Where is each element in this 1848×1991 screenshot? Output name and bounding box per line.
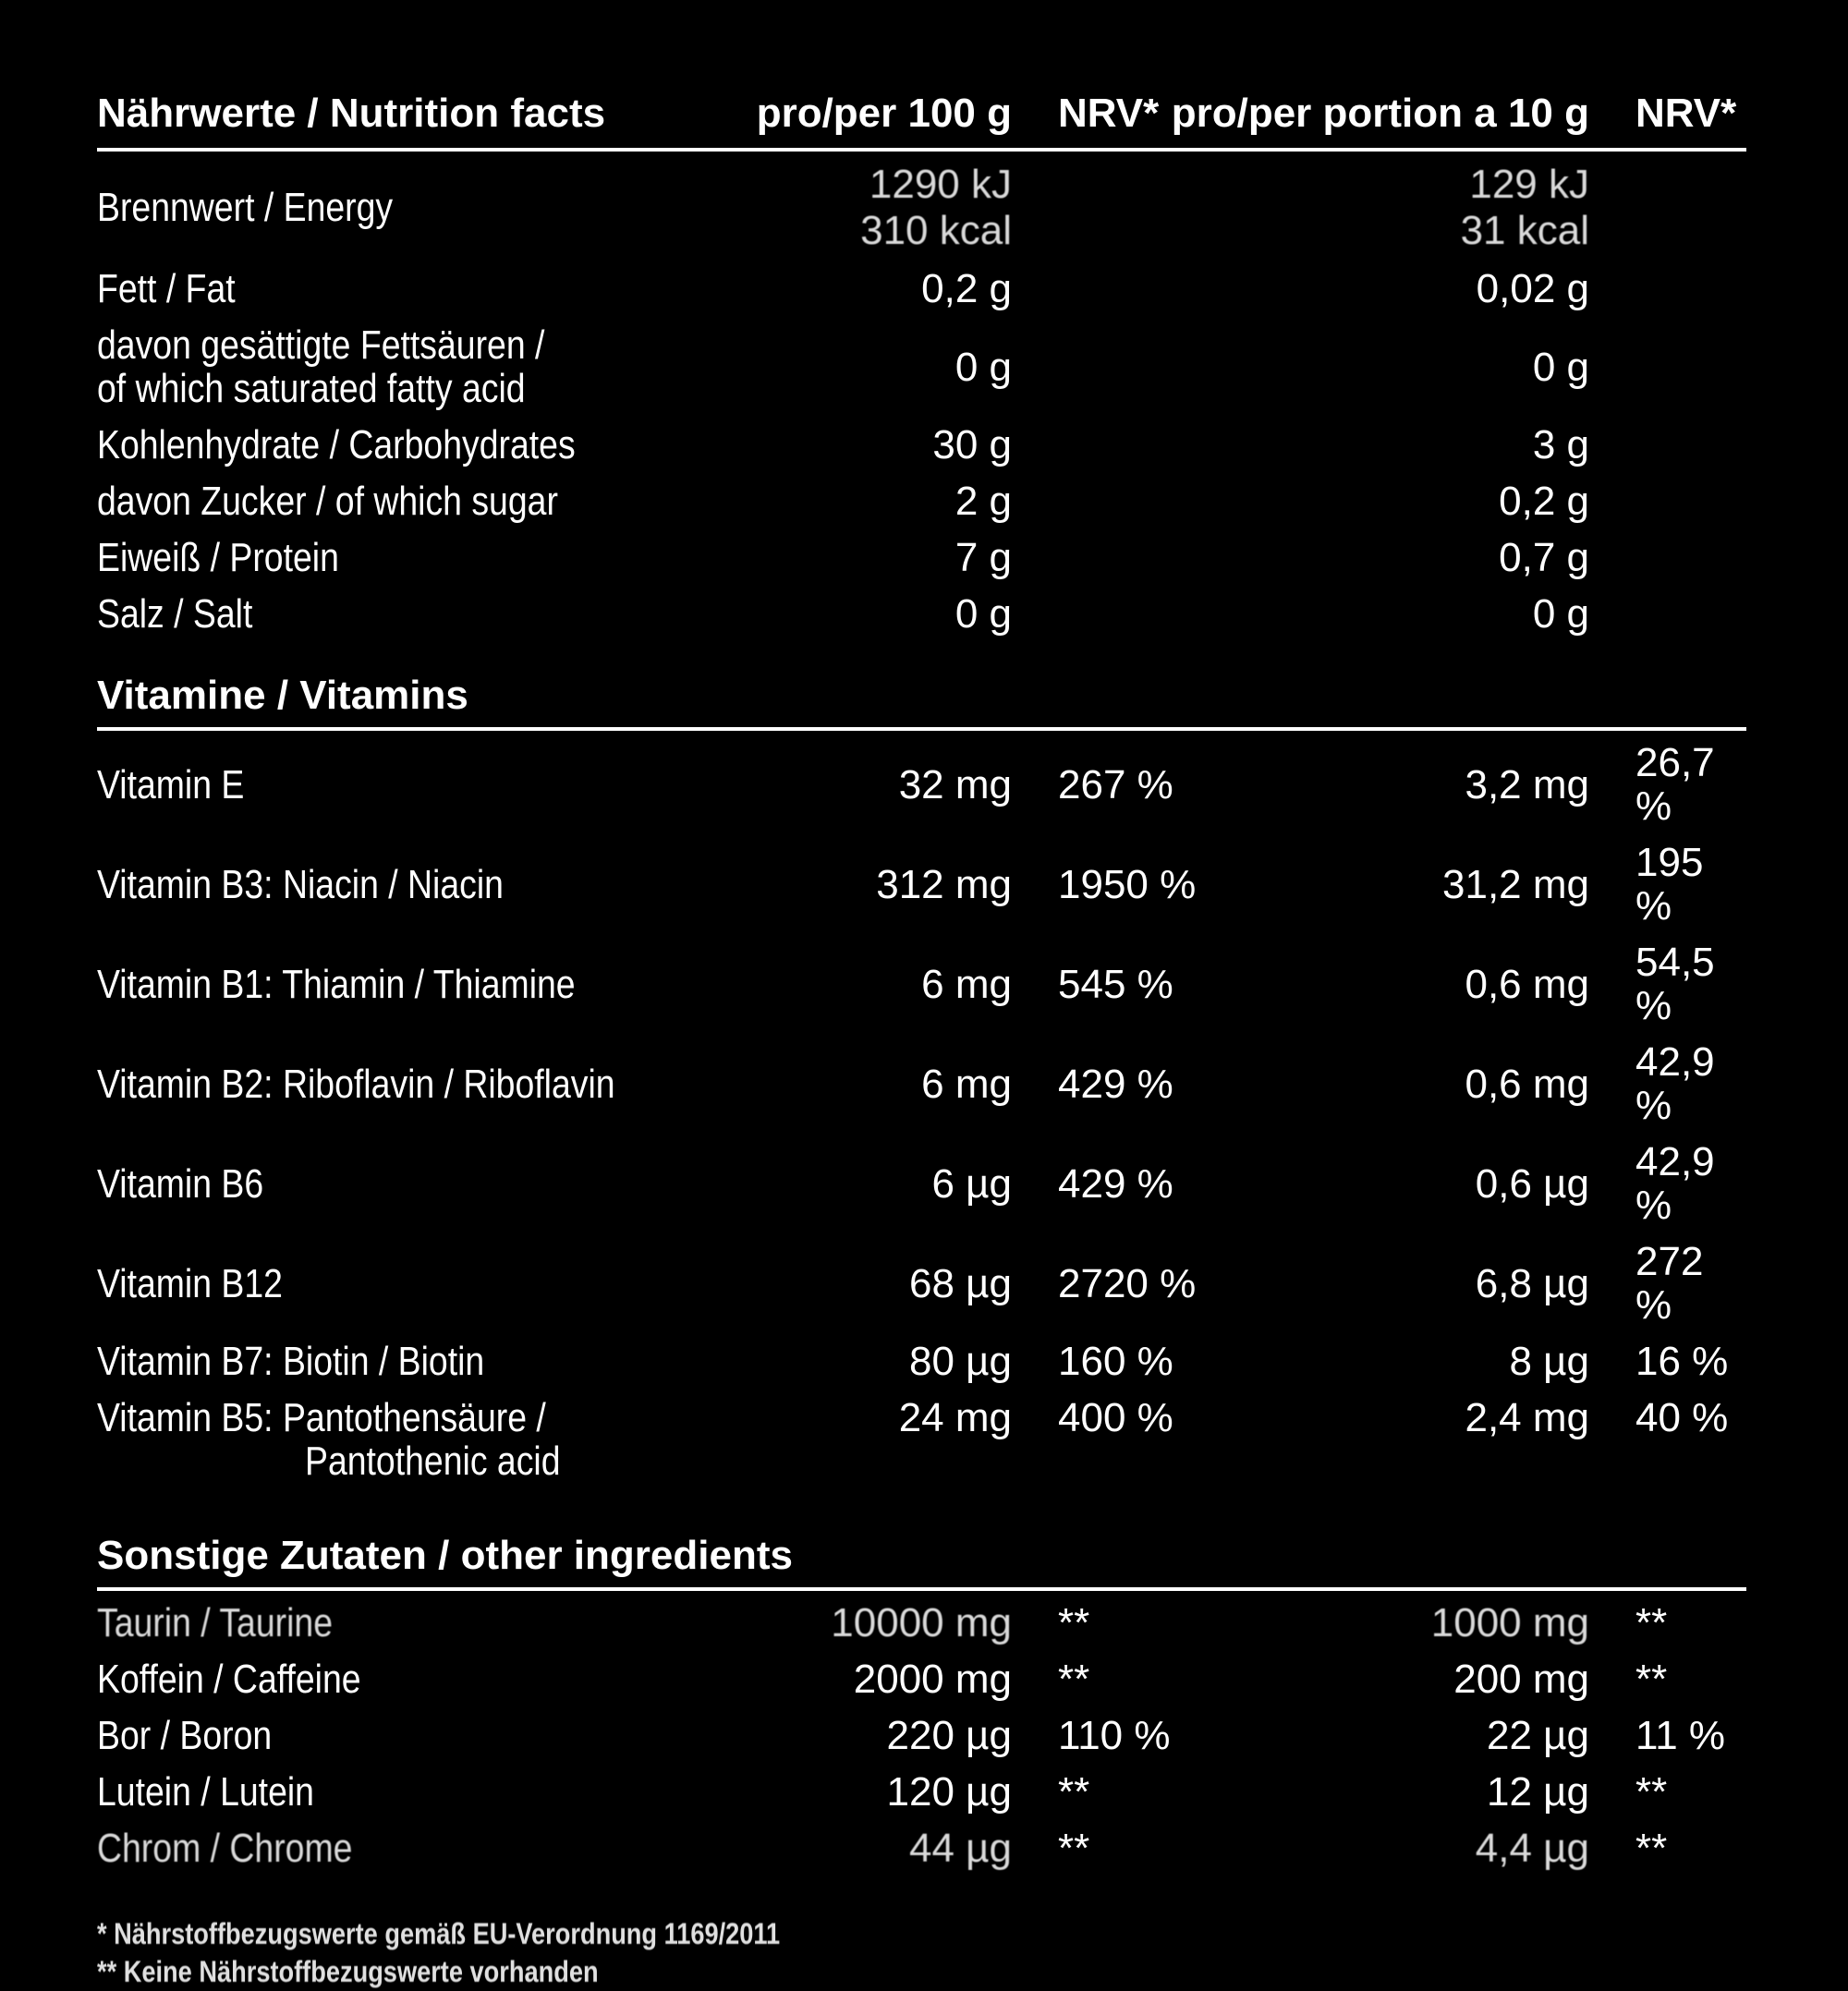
- row-per-portion-nrv: 11 %: [1635, 1713, 1726, 1758]
- row-per-100g-nrv: [1012, 444, 1284, 445]
- row-label: Kohlenhydrate / Carbohydrates: [97, 422, 576, 467]
- row-per-100g-nrv: [1012, 501, 1284, 502]
- row-per-100g-value: 30 g: [932, 422, 1012, 467]
- row-per-100g-value: 7 g: [954, 535, 1012, 580]
- row-label: Fett / Fat: [97, 266, 236, 311]
- row-per-100g-value: 2 g: [954, 479, 1012, 524]
- nutrition-rows: [97, 155, 1746, 642]
- row-per-100g-value: 10000 mg: [831, 1600, 1012, 1645]
- row-per-portion-value: 0,6 mg: [1465, 961, 1589, 1007]
- table-row: [97, 1390, 1746, 1489]
- table-row: [97, 155, 1746, 261]
- table-row: [97, 473, 1746, 529]
- table-row: [97, 1820, 1746, 1876]
- table-header-row: [97, 91, 1746, 148]
- row-per-portion-nrv: **: [1635, 1657, 1668, 1702]
- row-per-100g-value: 80 µg: [909, 1339, 1012, 1384]
- row-per-portion-value: 0,6 mg: [1465, 1061, 1589, 1107]
- row-per-portion-nrv: 54,5 %: [1635, 940, 1715, 1028]
- row-per-portion-nrv: 42,9 %: [1635, 1039, 1715, 1128]
- row-per-portion-nrv: [1589, 208, 1746, 209]
- table-row: [97, 1333, 1746, 1390]
- row-per-100g-nrv: **: [1058, 1657, 1090, 1702]
- row-per-portion-value: 0,6 µg: [1475, 1160, 1589, 1207]
- row-per-portion-nrv: [1589, 613, 1746, 614]
- table-row: [97, 417, 1746, 473]
- row-per-100g-nrv: 545 %: [1058, 961, 1173, 1007]
- row-per-portion-nrv: 195 %: [1635, 840, 1704, 929]
- row-label: Taurin / Taurine: [97, 1600, 334, 1645]
- other-ingredients-section: [97, 1534, 1746, 1876]
- row-per-100g-nrv: **: [1058, 1769, 1090, 1815]
- row-per-portion-nrv: 42,9 %: [1635, 1139, 1715, 1228]
- row-per-100g-value: 312 mg: [876, 861, 1012, 907]
- table-row: [97, 834, 1746, 934]
- row-per-100g-nrv: 2720 %: [1058, 1260, 1197, 1306]
- row-per-100g-nrv: [1012, 288, 1284, 289]
- row-per-100g-value: 6 µg: [931, 1160, 1012, 1207]
- row-per-100g-value: 44 µg: [909, 1826, 1012, 1871]
- row-label: davon Zucker / of which sugar: [97, 479, 558, 524]
- table-row: [97, 586, 1746, 642]
- row-per-portion-value: 3,2 mg: [1465, 761, 1589, 807]
- row-per-portion-value: 12 µg: [1487, 1769, 1589, 1815]
- row-label: davon gesättigte Fettsäuren / of which saturated fatty acid: [97, 322, 545, 411]
- row-per-portion-nrv: [1589, 367, 1746, 368]
- row-per-portion-nrv: **: [1635, 1826, 1668, 1871]
- row-label: Vitamin B2: Riboflavin / Riboflavin: [97, 1061, 615, 1107]
- header-per-100g: pro/per 100 g: [756, 91, 1012, 136]
- row-per-portion-value: 4,4 µg: [1475, 1826, 1589, 1871]
- other-ingredients-divider-line: [97, 1587, 1746, 1591]
- row-per-portion-value: 0,7 g: [1499, 535, 1589, 580]
- row-label: Chrom / Chrome: [97, 1826, 353, 1871]
- row-per-portion-nrv: [1589, 501, 1746, 502]
- footnote-no-nrv: ** Keine Nährstoffbezugswerte vorhanden: [97, 1955, 599, 1988]
- row-per-100g-nrv: [1012, 557, 1284, 558]
- row-per-100g-value: 6 mg: [921, 961, 1012, 1007]
- row-per-100g-nrv: **: [1058, 1826, 1090, 1871]
- row-label: Vitamin B6: [97, 1160, 264, 1207]
- header-nutrients-label: Nährwerte / Nutrition facts: [97, 91, 606, 136]
- table-row: [97, 1651, 1746, 1707]
- row-per-portion-value: 200 mg: [1453, 1657, 1589, 1702]
- table-row: [97, 317, 1746, 417]
- row-per-100g-value: 2000 mg: [853, 1657, 1012, 1702]
- row-label: Koffein / Caffeine: [97, 1657, 361, 1702]
- row-per-portion-value: 0,02 g: [1476, 266, 1589, 311]
- table-row: [97, 1707, 1746, 1764]
- row-per-100g-value: 6 mg: [921, 1061, 1012, 1107]
- row-per-portion-value: 2,4 mg: [1465, 1395, 1589, 1440]
- row-per-portion-value: 129 kJ 31 kcal: [1460, 162, 1589, 253]
- vitamins-rows: [97, 734, 1746, 1489]
- header-nrv-100g: NRV*: [1058, 91, 1160, 136]
- table-row: [97, 1134, 1746, 1233]
- row-label: Lutein / Lutein: [97, 1769, 314, 1815]
- nutrition-table: [97, 91, 1746, 1991]
- row-per-100g-nrv: 110 %: [1058, 1713, 1171, 1758]
- header-nrv-portion: NRV*: [1635, 91, 1737, 136]
- row-per-portion-value: 0 g: [1532, 344, 1589, 390]
- row-label: Salz / Salt: [97, 591, 253, 637]
- row-per-portion-nrv: [1589, 288, 1746, 289]
- row-per-100g-value: 1290 kJ 310 kcal: [860, 162, 1012, 253]
- row-per-100g-value: 120 µg: [886, 1769, 1012, 1815]
- row-per-portion-value: 31,2 mg: [1442, 861, 1589, 907]
- row-label: Bor / Boron: [97, 1713, 273, 1758]
- row-per-100g-value: 68 µg: [909, 1260, 1012, 1306]
- row-per-100g-nrv: [1012, 367, 1284, 368]
- row-per-portion-nrv: [1589, 444, 1746, 445]
- row-per-portion-value: 3 g: [1532, 422, 1589, 467]
- row-per-100g-nrv: 429 %: [1058, 1061, 1173, 1107]
- row-per-portion-nrv: 40 %: [1635, 1395, 1729, 1440]
- table-row: [97, 529, 1746, 586]
- row-per-portion-value: 1000 mg: [1430, 1600, 1589, 1645]
- row-per-portion-nrv: **: [1635, 1769, 1668, 1815]
- row-per-portion-value: 22 µg: [1487, 1713, 1589, 1758]
- row-per-100g-nrv: 1950 %: [1058, 861, 1197, 907]
- row-label: Vitamin B1: Thiamin / Thiamine: [97, 961, 576, 1007]
- header-per-portion: pro/per portion a 10 g: [1171, 91, 1589, 136]
- row-per-portion-nrv: 16 %: [1635, 1339, 1729, 1384]
- row-per-100g-nrv: [1012, 208, 1284, 209]
- row-per-portion-nrv: 272 %: [1635, 1239, 1704, 1328]
- row-per-100g-nrv: 267 %: [1058, 761, 1173, 807]
- vitamins-section: [97, 674, 1746, 1489]
- row-per-100g-nrv: 400 %: [1058, 1395, 1173, 1440]
- row-label: Vitamin E: [97, 761, 245, 807]
- footnote-nrv-reference: * Nährstoffbezugswerte gemäß EU-Verordnung 1169/2011: [97, 1917, 781, 1950]
- row-label: Vitamin B7: Biotin / Biotin: [97, 1339, 485, 1384]
- row-per-100g-value: 0,2 g: [921, 266, 1012, 311]
- row-per-portion-nrv: 26,7 %: [1635, 740, 1715, 829]
- table-row: [97, 734, 1746, 834]
- table-row: [97, 934, 1746, 1034]
- row-per-100g-nrv: 429 %: [1058, 1160, 1173, 1207]
- row-label: Eiweiß / Protein: [97, 535, 339, 580]
- row-per-portion-value: 0,2 g: [1499, 479, 1589, 524]
- row-per-portion-value: 0 g: [1532, 591, 1589, 637]
- row-per-100g-value: 0 g: [954, 591, 1012, 637]
- row-per-100g-value: 24 mg: [898, 1395, 1012, 1440]
- row-label: Brennwert / Energy: [97, 185, 394, 230]
- row-label: Vitamin B12: [97, 1260, 283, 1306]
- row-per-100g-value: 220 µg: [886, 1713, 1012, 1758]
- table-row: [97, 1764, 1746, 1820]
- vitamins-section-title: Vitamine / Vitamins: [97, 673, 468, 718]
- footnotes: [97, 1915, 1746, 1991]
- row-per-portion-nrv: **: [1635, 1600, 1668, 1645]
- row-per-100g-value: 32 mg: [898, 761, 1012, 807]
- row-label: Vitamin B3: Niacin / Niacin: [97, 861, 504, 907]
- table-row: [97, 1595, 1746, 1651]
- row-per-portion-value: 6,8 µg: [1475, 1260, 1589, 1306]
- table-row: [97, 1233, 1746, 1333]
- header-divider-line: [97, 148, 1746, 152]
- row-per-portion-nrv: [1589, 557, 1746, 558]
- row-per-portion-value: 8 µg: [1509, 1339, 1589, 1384]
- other-ingredients-rows: [97, 1595, 1746, 1876]
- row-per-100g-value: 0 g: [954, 344, 1012, 390]
- table-row: [97, 261, 1746, 317]
- header-nutrients: [97, 91, 744, 137]
- row-per-100g-nrv: [1012, 613, 1284, 614]
- other-ingredients-section-title: Sonstige Zutaten / other ingredients: [97, 1533, 793, 1578]
- vitamins-divider-line: [97, 727, 1746, 731]
- table-row: [97, 1034, 1746, 1134]
- row-per-100g-nrv: 160 %: [1058, 1339, 1173, 1384]
- row-per-100g-nrv: **: [1058, 1600, 1090, 1645]
- row-label: Vitamin B5: Pantothensäure / Pantothenic acid: [97, 1395, 561, 1484]
